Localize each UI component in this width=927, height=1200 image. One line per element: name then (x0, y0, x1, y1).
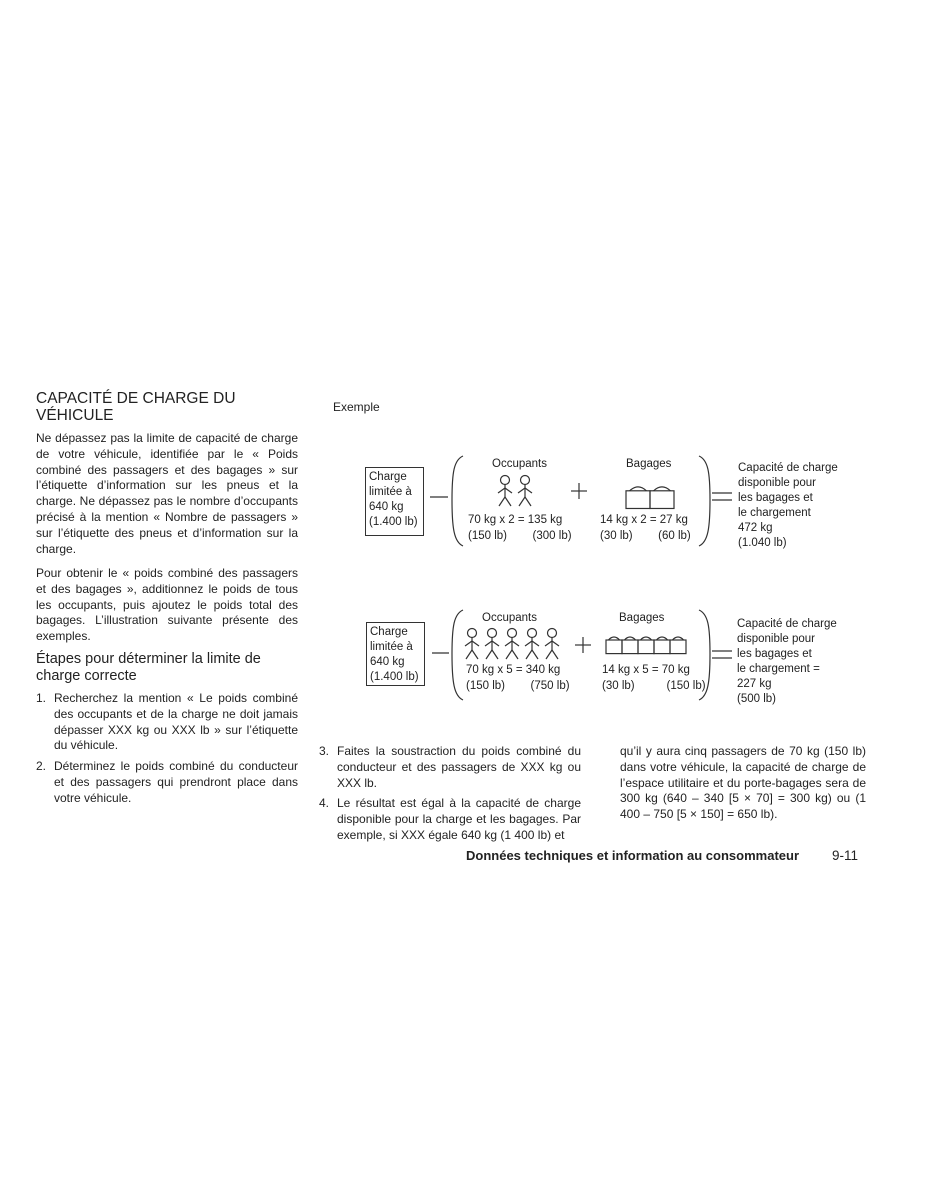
result-line: les bagages et (737, 648, 812, 660)
intro-paragraph-1: Ne dépassez pas la limite de capacité de charge de votre véhicule, identifiée par le « Poids combiné des passagers et des bagages » sur l’étiquette d’information sur les pneus et la charge. Ne dépassez pas le nombre d’occupants précisé à la mention « Nombre de passagers » sur l’étiquette des pneus et d’information sur la charge. (36, 431, 298, 556)
charge-limit-line: Charge (369, 471, 407, 483)
charge-limit-line: (1.400 lb) (369, 516, 418, 528)
example-label: Exemple (333, 400, 380, 414)
charge-limit-line: (1.400 lb) (370, 671, 419, 683)
footer-section-title: Données techniques et information au consommateur (466, 848, 799, 863)
charge-limit-box (366, 622, 425, 686)
subsection-title: Étapes pour déterminer la limite de charge correcte (36, 651, 261, 684)
result-line: (1.040 lb) (738, 537, 787, 549)
suitcase-icon (638, 637, 654, 654)
step-item (319, 744, 581, 791)
result-line: Capacité de charge (738, 462, 838, 474)
occupants-calc: 70 kg x 2 = 135 kg (468, 514, 563, 526)
step-number: 2. (36, 759, 47, 774)
suitcase-icon (670, 637, 686, 654)
charge-limit-line: 640 kg (370, 656, 405, 668)
suitcase-icon (606, 637, 622, 654)
bagages-calc-lb: (30 lb) (150 lb) (602, 680, 706, 692)
charge-limit-line: limitée à (370, 641, 413, 653)
charge-limit-line: 640 kg (369, 501, 404, 513)
luggage-icon (605, 634, 687, 654)
result-text (737, 617, 837, 707)
stick-figure-icon (485, 629, 499, 660)
suitcase-icon (622, 637, 638, 654)
section-title: CAPACITÉ DE CHARGE DU VÉHICULE (36, 390, 236, 424)
steps-list-middle (319, 744, 581, 849)
result-line: les bagages et (738, 492, 813, 504)
step-number: 4. (319, 796, 330, 811)
occupants-label: Occupants (492, 458, 547, 470)
bagages-calc: 14 kg x 2 = 27 kg (600, 514, 688, 526)
step-text: Recherchez la mention « Le poids combiné des occupants et de la charge ne doit jamais dépasser XXX kg ou XXX lb » sur l’étiquette du véhicule. (54, 691, 298, 753)
step-item (319, 796, 581, 843)
stick-figure-icon (465, 629, 479, 660)
step-text: Faites la soustraction du poids combiné du conducteur et des passagers de XXX kg ou XXX lb. (337, 744, 581, 790)
bagages-calc: 14 kg x 5 = 70 kg (602, 664, 690, 676)
result-line: le chargement (738, 507, 811, 519)
page-number: 9-11 (832, 848, 859, 863)
suitcase-icon (654, 637, 670, 654)
result-text (738, 461, 838, 551)
step-number: 1. (36, 691, 47, 705)
occupants-label: Occupants (482, 612, 537, 624)
result-line: le chargement = (737, 663, 820, 675)
result-line: 227 kg (737, 678, 772, 690)
occupants-calc-lb: (150 lb) (300 lb) (468, 530, 572, 542)
result-line: 472 kg (738, 522, 773, 534)
stick-figures-icon (462, 628, 566, 662)
intro-paragraph-2: Pour obtenir le « poids combiné des passagers et des bagages », additionnez le poids de tous les occupants, puis ajoutez le poids total des bagages. L’illustration suivante présente des exemples. (36, 566, 298, 644)
result-line: Capacité de charge (737, 618, 837, 630)
result-line: disponible pour (737, 633, 816, 645)
stick-figures-icon (495, 475, 545, 509)
bagages-label: Bagages (619, 612, 665, 624)
result-line: disponible pour (738, 477, 817, 489)
bagages-calc-lb: (30 lb) (60 lb) (600, 530, 691, 542)
occupants-calc: 70 kg x 5 = 340 kg (466, 664, 561, 676)
result-line: (500 lb) (737, 693, 776, 705)
stick-figure-icon (498, 476, 512, 507)
suitcase-icon (650, 487, 674, 509)
stick-figure-icon (505, 629, 519, 660)
occupants-calc-lb: (150 lb) (750 lb) (466, 680, 570, 692)
luggage-icon (625, 483, 675, 509)
suitcase-icon (626, 487, 650, 509)
step-item (36, 759, 298, 806)
bagages-label: Bagages (626, 458, 672, 470)
stick-figure-icon (525, 629, 539, 660)
step-number: 3. (319, 744, 330, 758)
step-text: Le résultat est égal à la capacité de charge disponible pour la charge et les bagages. Par exemple, si XXX égale 640 kg (1 400 lb) et (337, 796, 581, 842)
stick-figure-icon (545, 629, 559, 660)
charge-limit-line: Charge (370, 626, 408, 638)
steps-list-left (36, 691, 298, 812)
step-text: Déterminez le poids combiné du conducteur et des passagers qui prendront place dans votre véhicule. (54, 759, 298, 805)
charge-limit-box (365, 467, 424, 536)
charge-limit-line: limitée à (369, 486, 412, 498)
equals-sign (712, 490, 734, 504)
step-item (36, 691, 298, 754)
step4-continued: qu’il y aura cinq passagers de 70 kg (150 lb) dans votre véhicule, la capacité de charge de l’espace utilitaire et du porte-bagages sera de 300 kg (640 – 340 [5 × 70] = 300 kg) ou (1 400 – 750 [5 × 150] = 650 lb). (620, 744, 866, 822)
stick-figure-icon (518, 476, 532, 507)
equals-sign (712, 648, 734, 662)
